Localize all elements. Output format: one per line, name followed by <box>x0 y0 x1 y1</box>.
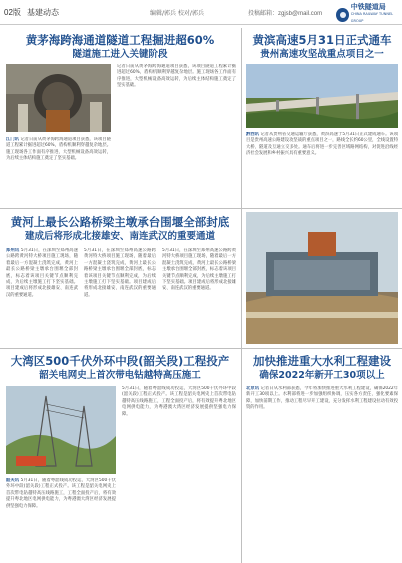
article-4-subtitle: 韶关电网史上首次带电钻越特高压施工 <box>39 370 201 381</box>
article-4-body: 韶关讯 5月31日，随着粤韶线成功投运，大湾区500千伏外环中段(韶关段)工程正式投产。该工程是韶关电网史上首次带电钻越特高压线路施工，工程全面投产后，将有效提升粤北地区电网供电能力，为粤港澳大湾区经济发展提供坚强电力保障。 <box>6 478 116 509</box>
article-5-title: 加快推进重大水利工程建设 <box>253 354 391 368</box>
article-1-body-continued: 记者日前从黄茅海跨海通道项目获悉，该项目隧道工程累计掘进超过60%，盾构机顺利穿越复杂地层。施工现场各工作面有序推进，大型机械设备高效运转，为后续主体结构施工奠定了坚实基础。 <box>117 64 236 89</box>
article-4-title: 大湾区500千伏外环中段(韶关段)工程投产 <box>10 354 230 368</box>
row-divider <box>0 208 402 209</box>
article-5-body: 北京讯 记者日从水利部获悉，今年将加快推进重大水利工程建设，确保2022年新开工30项以上。水利部将进一步加强组织协调，压实各方责任，强化要素保障，加快前期工作，推动工程尽早开工建设，充分发挥水利工程建设拉动有效投资的作用。 <box>246 386 398 411</box>
article-2-body: 黔西讯 记者从贵州省交通运输厅获悉，黄滨高速于5月31日正式建成通车。该项目是贵州高速公路建设攻坚战的重点项目之一，路线全长约60公里，全线设置特大桥、隧道及互通立交多处。通车后将进一步完善区域路网结构，对促进沿线经济社会发展和乡村振兴具有重要意义。 <box>246 132 398 157</box>
article-3-body-col3: 5月31日，在深圳至郑州高速公路跨黄河特大桥项目施工现场，随着最后一方混凝土浇筑完成，黄河上最长公路桥梁主墩承台围堰全部封底，标志着该项目关键节点顺利完成，为后续主墩施工打下坚实基础。项目建成后将形成北接雄安、南连武汉的重要通道。 <box>162 248 236 292</box>
article-3-subtitle: 建成后将形成北接雄安、南连武汉的重要通道 <box>24 231 215 242</box>
page-header <box>0 0 402 25</box>
row-divider <box>0 348 402 349</box>
column-divider <box>241 28 242 208</box>
article-1-subtitle: 隧道施工进入关键阶段 <box>72 49 168 60</box>
article-1-body: 江门讯 记者日前从黄茅海跨海通道项目获悉，该项目隧道工程累计掘进超过60%，盾构机顺利穿越复杂地层。施工现场各工作面有序推进，大型机械设备高效运转，为后续主体结构施工奠定了坚实基础。 <box>6 137 111 162</box>
column-divider <box>241 208 242 348</box>
article-4-photo <box>6 386 116 474</box>
editor-line: 编辑/郭兵 校对/郭兵 <box>150 10 204 17</box>
column-divider <box>241 348 242 563</box>
logo-text: 中铁隧道局 CHINA RAILWAY TUNNEL GROUP <box>350 3 394 23</box>
article-5-subtitle: 确保2022年新开工30项以上 <box>259 370 385 381</box>
email-line: 投稿邮箱：zgjsb@mail.com <box>248 11 323 17</box>
article-3-photo <box>246 212 398 344</box>
article-1-photo <box>6 64 111 132</box>
article-2-photo <box>246 64 398 128</box>
article-2-subtitle: 贵州高速攻坚战重点项目之一 <box>260 49 384 60</box>
section-name: 基建动态 <box>27 8 59 17</box>
page-number: 02版 <box>4 8 21 17</box>
article-3-body-col2: 5月31日，在深圳至郑州高速公路跨黄河特大桥项目施工现场，随着最后一方混凝土浇筑完成，黄河上最长公路桥梁主墩承台围堰全部封底，标志着该项目关键节点顺利完成，为后续主墩施工打下坚实基础。项目建成后将形成北接雄安、南连武汉的重要通道。 <box>84 248 156 298</box>
logo-mark-icon <box>336 8 349 22</box>
logo <box>336 4 402 25</box>
article-3-body: 郑州讯 5月31日，在深圳至郑州高速公路跨黄河特大桥项目施工现场，随着最后一方混凝土浇筑完成，黄河上最长公路桥梁主墩承台围堰全部封底，标志着该项目关键节点顺利完成，为后续主墩施工打下坚实基础。项目建成后将形成北接雄安、南连武汉的重要通道。 <box>6 248 78 298</box>
article-1-title: 黄茅海跨海通道隧道工程掘进超60% <box>25 33 215 47</box>
article-2-title: 黄滨高速5月31日正式通车 <box>252 33 392 47</box>
article-3-title: 黄河上最长公路桥梁主墩承台围堰全部封底 <box>10 215 230 229</box>
article-4-body-continued: 5月31日，随着粤韶线成功投运，大湾区500千伏外环中段(韶关段)工程正式投产。该工程是韶关电网史上首次带电钻越特高压线路施工，工程全面投产后，将有效提升粤北地区电网供电能力，为粤港澳大湾区经济发展提供坚强电力保障。 <box>122 386 236 417</box>
